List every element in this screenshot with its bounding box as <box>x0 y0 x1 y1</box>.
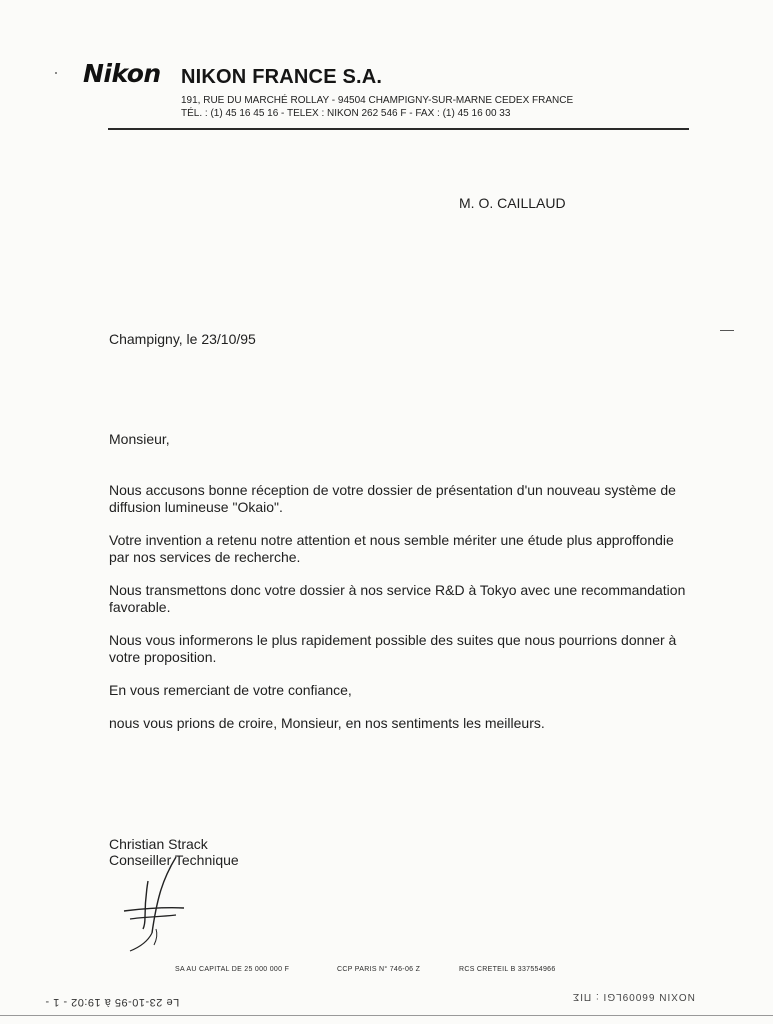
scan-speck <box>55 72 57 74</box>
company-contact: TÉL. : (1) 45 16 45 16 - TELEX : NIKON 262 546 F - FAX : (1) 45 16 00 33 <box>181 108 511 119</box>
date-line: Champigny, le 23/10/95 <box>109 331 256 347</box>
handwritten-signature <box>118 853 198 953</box>
paragraph-5: En vous remerciant de votre confiance, <box>109 682 352 698</box>
fold-mark <box>720 330 734 331</box>
footer-capital: SA AU CAPITAL DE 25 000 000 F <box>175 966 290 973</box>
paragraph-4: Nous vous informerons le plus rapidement possible des suites que nous pourrions donner à votre proposition. <box>109 632 677 665</box>
signatory-name: Christian Strack <box>109 836 208 852</box>
paragraph-2: Votre invention a retenu notre attention et nous semble mériter une étude plus approffondie par nos services de recherche. <box>109 532 674 565</box>
letter-body <box>109 482 689 748</box>
signatory-title: Conseiller Technique <box>109 852 239 868</box>
footer-rcs: RCS CRETEIL B 337554966 <box>459 966 556 973</box>
paragraph-3: Nous transmettons donc votre dossier à nos service R&D à Tokyo avec une recommandation favorable. <box>109 582 686 615</box>
footer-ccp: CCP PARIS N° 746-06 Z <box>337 966 421 973</box>
paragraph-1: Nous accusons bonne réception de votre dossier de présentation d'un nouveau système de diffusion lumineuse "Okaio". <box>109 482 676 515</box>
fax-sender-id: NOXIN 66009LGI : ΠΙΣ <box>572 991 695 1002</box>
nikon-logo: Nikon <box>83 59 161 88</box>
fax-transmission-header: Le 23-10-95 à 19:02 - 1 - <box>45 996 180 1008</box>
recipient-name: M. O. CAILLAUD <box>459 195 566 211</box>
paragraph-6: nous vous prions de croire, Monsieur, en nos sentiments les meilleurs. <box>109 715 545 731</box>
company-name: NIKON FRANCE S.A. <box>181 66 383 88</box>
fax-edge-line <box>0 1015 773 1016</box>
salutation: Monsieur, <box>109 431 170 447</box>
company-address: 191, RUE DU MARCHÉ ROLLAY - 94504 CHAMPIGNY-SUR-MARNE CEDEX FRANCE <box>181 95 574 106</box>
letterhead-divider <box>108 128 689 130</box>
